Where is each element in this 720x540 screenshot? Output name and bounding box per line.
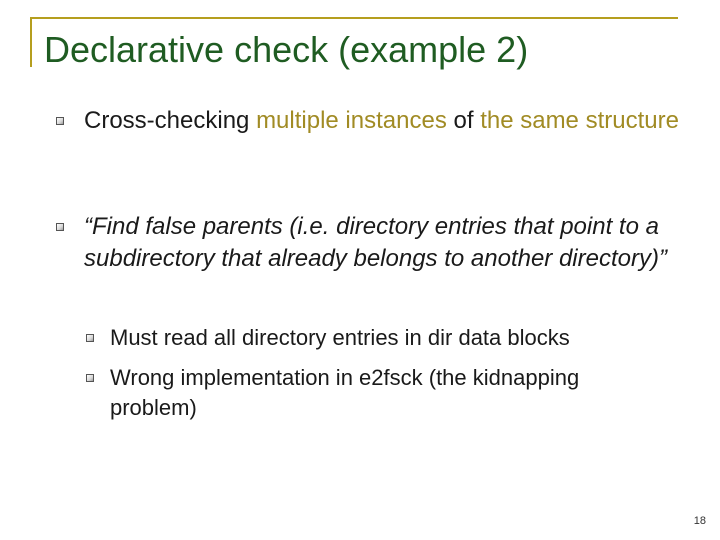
sub-bullet-read-entries	[86, 323, 686, 353]
title-frame-left-line	[30, 17, 32, 67]
bullet-find-false-parents	[56, 211, 696, 275]
sub-bullet-text: Wrong implementation in e2fsck (the kidnapping problem)	[110, 365, 580, 420]
bullet-cross-checking	[56, 105, 696, 137]
page-number: 18	[693, 515, 706, 527]
square-bullet-icon	[56, 117, 64, 125]
square-bullet-icon	[56, 223, 64, 231]
sub-bullet-text: Must read all directory entries in dir data blocks	[110, 325, 570, 350]
slide-title: Declarative check (example 2)	[44, 29, 529, 70]
bullet-text-highlight: multiple instances	[256, 107, 447, 134]
bullet-text	[84, 105, 679, 137]
sub-bullet-wrong-implementation	[86, 363, 666, 423]
title-frame-top-line	[30, 17, 678, 19]
square-bullet-icon	[86, 374, 94, 382]
bullet-text-highlight: the same structure	[480, 107, 679, 134]
square-bullet-icon	[86, 334, 94, 342]
bullet-text: “Find false parents (i.e. directory entries that point to a subdirectory that already belongs to another directory)”	[84, 213, 667, 272]
bullet-text-part: Cross-checking	[84, 107, 257, 134]
bullet-text-part: of	[446, 107, 481, 134]
